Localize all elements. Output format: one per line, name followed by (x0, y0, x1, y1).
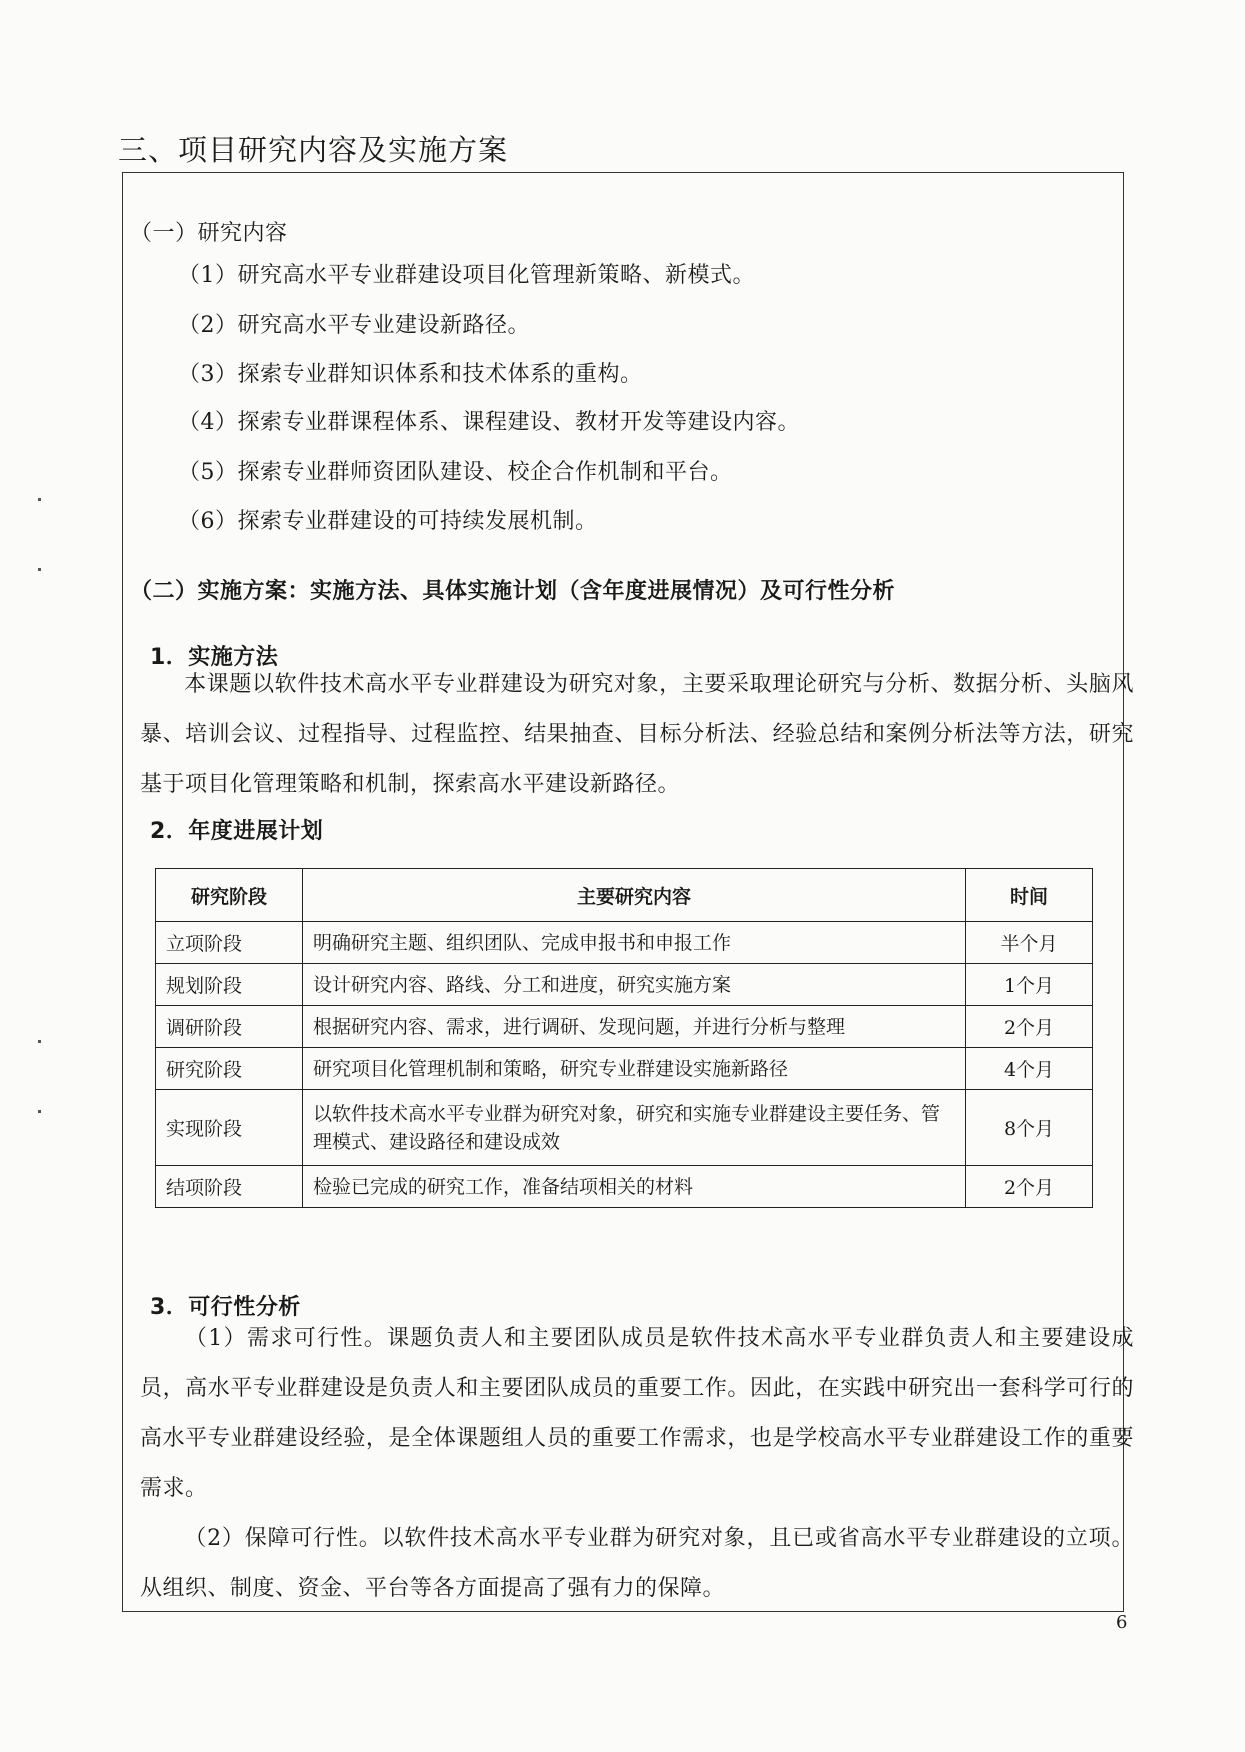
stage-cell: 立项阶段 (156, 922, 303, 964)
stage-cell: 实现阶段 (156, 1090, 303, 1166)
content-cell: 以软件技术高水平专业群为研究对象，研究和实施专业群建设主要任务、管理模式、建设路径和建设成效 (303, 1090, 966, 1166)
table-header: 研究阶段 (156, 869, 303, 922)
scan-mark (38, 568, 41, 571)
research-item: （2）研究高水平专业建设新路径。 (178, 313, 530, 338)
feasibility-paragraph-1 (140, 1314, 1134, 1514)
time-cell: 半个月 (966, 922, 1093, 964)
scan-mark (38, 498, 41, 501)
page-heading: 三、项目研究内容及实施方案 (118, 133, 509, 167)
research-item: （3）探索专业群知识体系和技术体系的重构。 (178, 362, 643, 387)
content-cell: 根据研究内容、需求，进行调研、发现问题，并进行分析与整理 (303, 1006, 966, 1048)
table-row (156, 1048, 1093, 1090)
section1-title: （一）研究内容 (130, 221, 288, 246)
section2-title: （二）实施方案：实施方法、具体实施计划（含年度进展情况）及可行性分析 (130, 579, 896, 604)
stage-cell: 规划阶段 (156, 964, 303, 1006)
time-cell: 4个月 (966, 1048, 1093, 1090)
page-number: 6 (1116, 1612, 1128, 1633)
time-cell: 1个月 (966, 964, 1093, 1006)
table-header: 时间 (966, 869, 1093, 922)
feasibility-paragraph-2 (140, 1514, 1134, 1614)
scan-mark (38, 1110, 41, 1113)
stage-cell: 调研阶段 (156, 1006, 303, 1048)
content-cell: 明确研究主题、组织团队、完成申报书和申报工作 (303, 922, 966, 964)
feasibility-text-2: （2）保障可行性。以软件技术高水平专业群为研究对象，且已或省高水平专业群建设的立项。从组织、制度、资金、平台等各方面提高了强有力的保障。 (140, 1526, 1134, 1601)
research-item: （1）研究高水平专业群建设项目化管理新策略、新模式。 (178, 263, 755, 288)
table-row (156, 1090, 1093, 1166)
content-cell: 研究项目化管理机制和策略，研究专业群建设实施新路径 (303, 1048, 966, 1090)
table-row (156, 922, 1093, 964)
feasibility-text-1: （1）需求可行性。课题负责人和主要团队成员是软件技术高水平专业群负责人和主要建设成员，高水平专业群建设是负责人和主要团队成员的重要工作。因此，在实践中研究出一套科学可行的高水平专业群建设经验，是全体课题组人员的重要工作需求，也是学校高水平专业群建设工作的重要需求。 (140, 1326, 1134, 1501)
method-title: 1．实施方法 (150, 645, 279, 670)
table-row (156, 1006, 1093, 1048)
stage-cell: 研究阶段 (156, 1048, 303, 1090)
research-item: （5）探索专业群师资团队建设、校企合作机制和平台。 (178, 460, 733, 485)
time-cell: 2个月 (966, 1006, 1093, 1048)
time-cell: 2个月 (966, 1166, 1093, 1208)
plan-title: 2．年度进展计划 (150, 819, 324, 844)
stage-cell: 结项阶段 (156, 1166, 303, 1208)
content-cell: 检验已完成的研究工作，准备结项相关的材料 (303, 1166, 966, 1208)
progress-plan-table (155, 868, 1093, 1208)
method-text: 本课题以软件技术高水平专业群建设为研究对象，主要采取理论研究与分析、数据分析、头脑风暴、培训会议、过程指导、过程监控、结果抽查、目标分析法、经验总结和案例分析法等方法，研究基于项目化管理策略和机制，探索高水平建设新路径。 (140, 672, 1134, 797)
research-item: （4）探索专业群课程体系、课程建设、教材开发等建设内容。 (178, 410, 800, 435)
time-cell: 8个月 (966, 1090, 1093, 1166)
scan-mark (38, 1040, 41, 1043)
method-paragraph (140, 660, 1134, 810)
table-row (156, 964, 1093, 1006)
content-cell: 设计研究内容、路线、分工和进度，研究实施方案 (303, 964, 966, 1006)
table-header: 主要研究内容 (303, 869, 966, 922)
feasibility-title: 3．可行性分析 (150, 1295, 301, 1320)
table-row (156, 1166, 1093, 1208)
research-item: （6）探索专业群建设的可持续发展机制。 (178, 509, 598, 534)
